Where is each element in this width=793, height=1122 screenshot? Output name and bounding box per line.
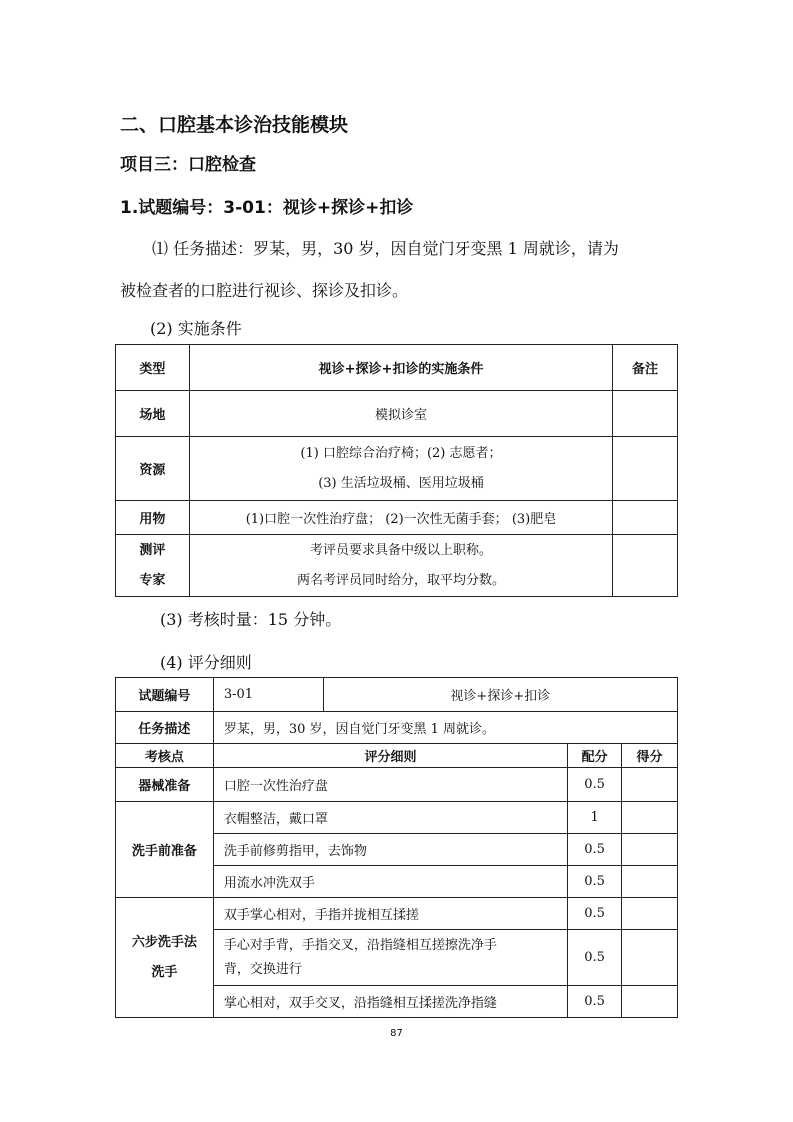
page-number: 87 xyxy=(390,1028,403,1039)
rule-text: 双手掌心相对，手指并拢相互揉搓 xyxy=(213,898,567,930)
rule-text-line: 背，交换进行 xyxy=(223,961,302,977)
rule-text xyxy=(213,930,567,986)
row-value-line: (1) 口腔综合治疗椅；(2) 志愿者； xyxy=(300,445,502,461)
group-label: 洗手前准备 xyxy=(116,802,214,898)
scoring-table xyxy=(115,677,678,1018)
code-value: 3-01 xyxy=(213,678,323,712)
row-type: 用物 xyxy=(116,501,190,535)
table-row xyxy=(116,768,678,802)
rule-text: 衣帽整洁，戴口罩 xyxy=(213,802,567,834)
table-row xyxy=(116,437,678,501)
header-note: 备注 xyxy=(613,345,678,391)
code-title: 视诊+探诊+扣诊 xyxy=(323,678,677,712)
header-got: 得分 xyxy=(622,744,678,768)
row-type-line: 测评 xyxy=(139,542,166,558)
row-value: (1)口腔一次性治疗盘； (2)一次性无菌手套； (3)肥皂 xyxy=(189,501,612,535)
table-row xyxy=(116,744,678,768)
rule-score: 0.5 xyxy=(568,930,622,986)
header-score: 配分 xyxy=(568,744,622,768)
row-type: 资源 xyxy=(116,437,190,501)
question-title: 1.试题编号：3-01：视诊+探诊+扣诊 xyxy=(120,198,414,218)
row-value-line: 考评员要求具备中级以上职称。 xyxy=(309,542,492,558)
rule-text-line: 手心对手背，手指交叉，沿指缝相互搓擦洗净手 xyxy=(223,937,497,953)
table-row xyxy=(116,678,678,712)
row-type xyxy=(116,535,190,597)
table-row xyxy=(116,345,678,391)
scoring-heading: (4) 评分细则 xyxy=(160,653,252,672)
header-conditions: 视诊+探诊+扣诊的实施条件 xyxy=(189,345,612,391)
rule-text: 洗手前修剪指甲，去饰物 xyxy=(213,834,567,866)
exam-time: (3) 考核时量：15 分钟。 xyxy=(160,610,342,629)
section-heading: 二、口腔基本诊治技能模块 xyxy=(120,114,349,136)
header-point: 考核点 xyxy=(116,744,214,768)
rule-got xyxy=(622,768,678,802)
row-note xyxy=(613,391,678,437)
rule-score: 0.5 xyxy=(568,986,622,1018)
row-type: 场地 xyxy=(116,391,190,437)
table-row xyxy=(116,391,678,437)
task-description-line1: ⑴ 任务描述：罗某，男，30 岁，因自觉门牙变黑 1 周就诊，请为 xyxy=(152,239,619,258)
group-label-line: 洗手 xyxy=(151,964,178,980)
row-value-line: 两名考评员同时给分，取平均分数。 xyxy=(296,572,505,588)
header-rules: 评分细则 xyxy=(213,744,567,768)
table-row xyxy=(116,898,678,930)
rule-text: 用流水冲洗双手 xyxy=(213,866,567,898)
row-note xyxy=(613,501,678,535)
group-label xyxy=(116,898,214,1018)
rule-got xyxy=(622,802,678,834)
conditions-table xyxy=(115,344,678,597)
rule-got xyxy=(622,986,678,1018)
rule-got xyxy=(622,930,678,986)
table-row xyxy=(116,802,678,834)
desc-value: 罗某，男，30 岁，因自觉门牙变黑 1 周就诊。 xyxy=(213,712,677,744)
desc-label: 任务描述 xyxy=(116,712,214,744)
row-value xyxy=(189,535,612,597)
group-label-line: 六步洗手法 xyxy=(131,934,197,950)
project-title: 项目三：口腔检查 xyxy=(120,155,256,175)
code-label: 试题编号 xyxy=(116,678,214,712)
row-value-line: (3) 生活垃圾桶、医用垃圾桶 xyxy=(318,475,484,491)
row-value: 模拟诊室 xyxy=(189,391,612,437)
row-note xyxy=(613,535,678,597)
row-note xyxy=(613,437,678,501)
row-value xyxy=(189,437,612,501)
rule-got xyxy=(622,898,678,930)
rule-score: 1 xyxy=(568,802,622,834)
rule-score: 0.5 xyxy=(568,866,622,898)
table-row xyxy=(116,535,678,597)
group-label: 器械准备 xyxy=(116,768,214,802)
header-type: 类型 xyxy=(116,345,190,391)
conditions-heading: (2) 实施条件 xyxy=(150,319,242,338)
rule-got xyxy=(622,866,678,898)
rule-text: 口腔一次性治疗盘 xyxy=(213,768,567,802)
table-row xyxy=(116,501,678,535)
task-description-line2: 被检查者的口腔进行视诊、探诊及扣诊。 xyxy=(120,281,409,300)
table-row xyxy=(116,712,678,744)
rule-got xyxy=(622,834,678,866)
row-type-line: 专家 xyxy=(139,572,166,588)
rule-score: 0.5 xyxy=(568,834,622,866)
rule-score: 0.5 xyxy=(568,768,622,802)
rule-score: 0.5 xyxy=(568,898,622,930)
rule-text: 掌心相对，双手交叉，沿指缝相互揉搓洗净指缝 xyxy=(213,986,567,1018)
